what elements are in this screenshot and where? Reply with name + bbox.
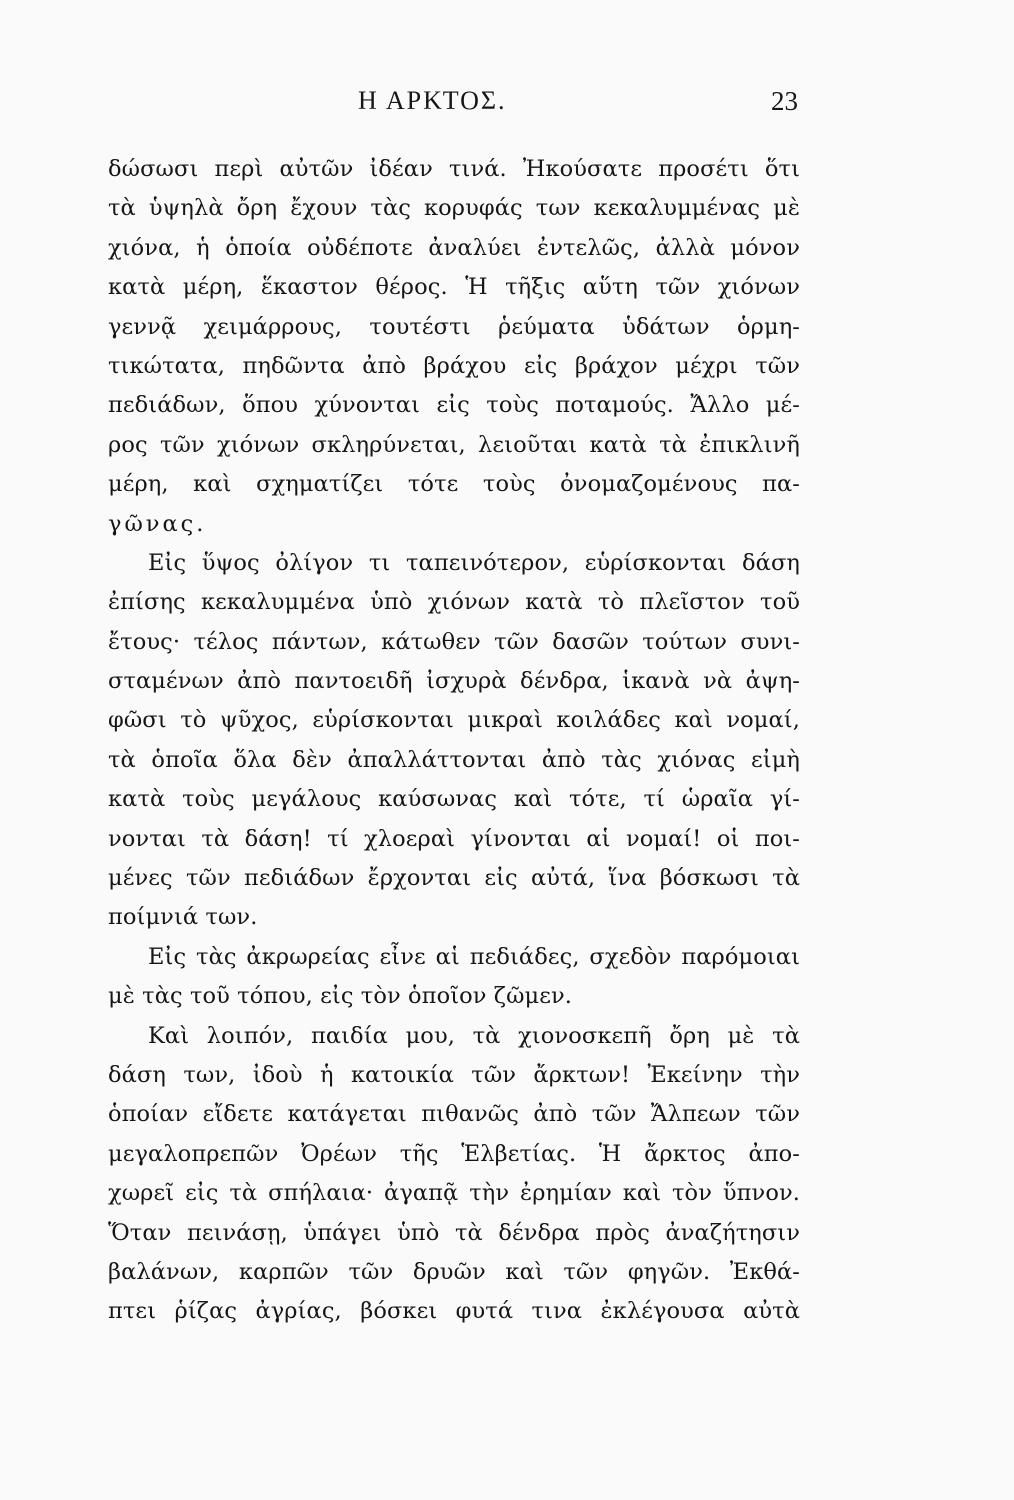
text-line: ποίμνιά των. [108,904,258,931]
text-line: Εἰς τὰς ἀκρωρείας εἶνε αἱ πεδιάδες, σχεδὸν παρόμοιαι [148,943,800,970]
text-line: μὲ τὰς τοῦ τόπου, εἰς τὸν ὁποῖον ζῶμεν. [108,983,573,1010]
text-line: φῶσι τὸ ψῦχος, εὑρίσκονται μικραὶ κοιλάδες καὶ νομαί, [108,707,800,734]
text-line: τικώτατα, πηδῶντα ἀπὸ βράχου εἰς βράχον μέχρι τῶν [108,352,800,379]
body-text [108,150,800,1332]
text-line: δάση των, ἰδοὺ ἡ κατοικία τῶν ἄρκτων! Ἐκείνην τὴν [108,1061,800,1088]
page-number: 23 [771,86,798,116]
text-line: γεννᾷ χειμάρρους, τουτέστι ῥεύματα ὑδάτων ὁρμη- [108,313,800,340]
text-line: νονται τὰ δάση! τί χλοεραὶ γίνονται αἱ νομαί! οἱ ποι- [108,825,800,852]
text-line: Καὶ λοιπόν, παιδία μου, τὰ χιονοσκεπῆ ὄρη μὲ τὰ [148,1022,800,1049]
text-line: τὰ ὁποῖα ὅλα δὲν ἀπαλλάττονται ἀπὸ τὰς χιόνας εἰμὴ [108,746,800,773]
text-line: κατὰ μέρη, ἕκαστον θέρος. Ἡ τῆξις αὕτη τῶν χιόνων [108,274,800,301]
text-line: χιόνα, ἡ ὁποία οὐδέποτε ἀναλύει ἐντελῶς, ἀλλὰ μόνον [108,234,800,261]
text-line: γῶνας. [108,510,207,537]
text-line: πτει ῥίζας ἀγρίας, βόσκει φυτά τινα ἐκλέγουσα αὐτὰ [108,1298,800,1325]
text-line: ἔτους· τέλος πάντων, κάτωθεν τῶν δασῶν τούτων συνι- [108,628,800,655]
text-line: ἐπίσης κεκαλυμμένα ὑπὸ χιόνων κατὰ τὸ πλεῖστον τοῦ [108,589,800,616]
text-line: μέρη, καὶ σχηματίζει τότε τοὺς ὀνομαζομένους πα- [108,471,800,498]
running-head [108,86,798,126]
text-line: σταμένων ἀπὸ παντοειδῆ ἰσχυρὰ δένδρα, ἱκανὰ νὰ ἀψη- [108,668,800,695]
text-line: χωρεῖ εἰς τὰ σπήλαια· ἀγαπᾷ τὴν ἐρημίαν καὶ τὸν ὕπνον. [108,1180,800,1207]
text-line: βαλάνων, καρπῶν τῶν δρυῶν καὶ τῶν φηγῶν. Ἐκθά- [108,1258,800,1285]
text-line: πεδιάδων, ὅπου χύνονται εἰς τοὺς ποταμούς. Ἄλλο μέ- [108,392,800,419]
text-line: ρος τῶν χιόνων σκληρύνεται, λειοῦται κατὰ τὰ ἐπικλινῆ [108,431,800,458]
text-line: κατὰ τοὺς μεγάλους καύσωνας καὶ τότε, τί ὡραῖα γί- [108,786,800,813]
text-line: ὁποίαν εἴδετε κατάγεται πιθανῶς ἀπὸ τῶν Ἄλπεων τῶν [108,1101,800,1128]
text-line: Εἰς ὕψος ὀλίγον τι ταπεινότερον, εὑρίσκονται δάση [148,549,800,576]
text-line: μένες τῶν πεδιάδων ἔρχονται εἰς αὐτά, ἵνα βόσκωσι τὰ [108,865,800,892]
text-line: Ὅταν πεινάσῃ, ὑπάγει ὑπὸ τὰ δένδρα πρὸς ἀναζήτησιν [108,1219,800,1246]
text-line: μεγαλοπρεπῶν Ὀρέων τῆς Ἑλβετίας. Ἡ ἄρκτος ἀπο- [108,1140,800,1167]
text-line: τὰ ὑψηλὰ ὄρη ἔχουν τὰς κορυφάς των κεκαλυμμένας μὲ [108,195,800,222]
running-title: Η ΑΡΚΤΟΣ. [358,86,507,115]
text-line: δώσωσι περὶ αὐτῶν ἰδέαν τινά. Ἠκούσατε προσέτι ὅτι [108,156,800,182]
